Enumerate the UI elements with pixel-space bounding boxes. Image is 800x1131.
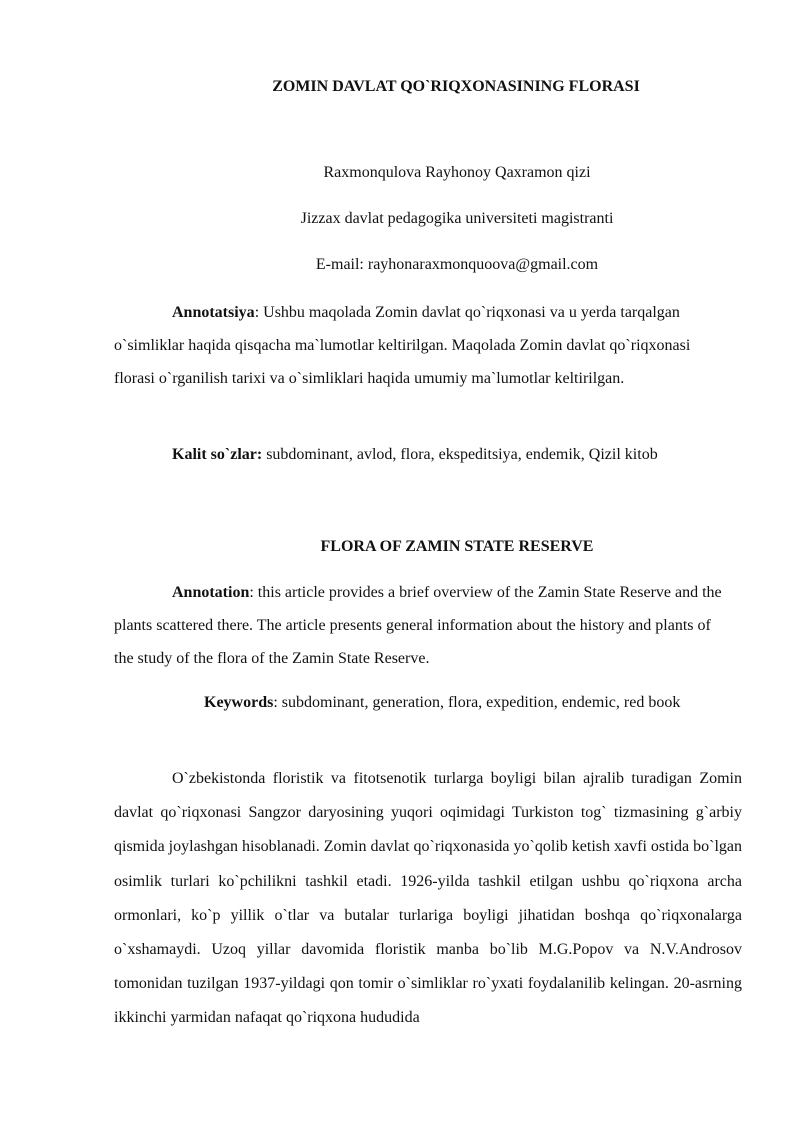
- keywords-text: : subdominant, generation, flora, expedition, endemic, red book: [273, 694, 681, 711]
- kalit-text: subdominant, avlod, flora, ekspeditsiya, endemik, Qizil kitob: [262, 446, 658, 463]
- annotation-text: : this article provides a brief overview of the Zamin State Reserve and the plants scattered there. The article presents general information about the history and plants of the study of the flora of the Zamin State Reserve.: [114, 584, 722, 667]
- paper-title-uz: ZOMIN DAVLAT QO`RIQXONASINING FLORASI: [272, 78, 640, 95]
- annotation-paragraph: [114, 576, 724, 675]
- kalit-label: Kalit so`zlar:: [172, 446, 263, 463]
- author-affiliation: Jizzax davlat pedagogika universiteti magistranti: [300, 210, 614, 227]
- author-email: E-mail: rayhonaraxmonquoova@gmail.com: [315, 256, 599, 273]
- annotatsiya-label: Annotatsiya: [172, 304, 255, 321]
- author-name: Raxmonqulova Rayhonoy Qaxramon qizi: [323, 164, 591, 181]
- paper-title-en: FLORA OF ZAMIN STATE RESERVE: [320, 538, 594, 555]
- annotatsiya-text: : Ushbu maqolada Zomin davlat qo`riqxonasi va u yerda tarqalgan o`simliklar haqida qisqacha ma`lumotlar keltirilgan. Maqolada Zomin davlat qo`riqxonasi florasi o`rganilish tarixi va o`simliklari haqida umumiy ma`lumotlar keltirilgan.: [114, 304, 691, 387]
- keywords-label: Keywords: [204, 694, 274, 711]
- annotatsiya-paragraph: [114, 296, 714, 395]
- annotation-label: Annotation: [172, 584, 250, 601]
- body-paragraph: O`zbekistonda floristik va fitotsenotik turlarga boyligi bilan ajralib turadigan Zomin davlat qo`riqxonasi Sangzor daryosining yuqori oqimidagi Turkiston tog` tizmasining g`arbiy qismida joylashgan hisoblanadi. Zomin davlat qo`riqxonasida yo`qolib ketish xavfi ostida bo`lgan osimlik turlari ko`pchilikni tashkil etadi. 1926-yilda tashkil etilgan ushbu qo`riqxona archa ormonlari, ko`p yillik o`tlar va butalar turlariga boyligi jihatidan boshqa qo`riqxonalarga o`xshamaydi. Uzoq yillar davomida floristik manba bo`lib M.G.Popov va N.V.Androsov tomonidan tuzilgan 1937-yildagi qon tomir o`simliklar ro`yxati foydalanilib kelingan. 20-asrning ikkinchi yarmidan nafaqat qo`riqxona hududida: [114, 770, 742, 1027]
- kalit-paragraph: [114, 438, 742, 471]
- keywords-paragraph: [114, 686, 726, 719]
